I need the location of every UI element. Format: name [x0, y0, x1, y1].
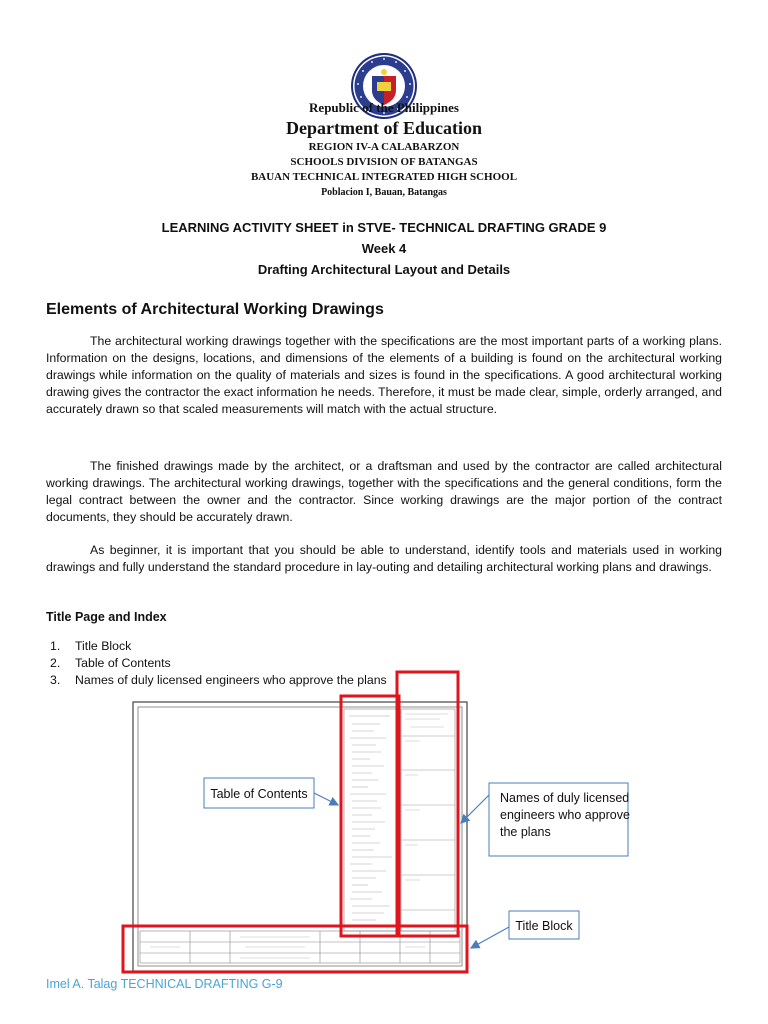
subheading: Title Page and Index	[46, 610, 167, 624]
engineers-callout-line: Names of duly licensed	[500, 791, 630, 805]
topic-title: Drafting Architectural Layout and Details	[257, 262, 511, 277]
paragraph: The architectural working drawings together with the specifications are the most important parts of a working plans. Information on the designs, locations, and dimensions of the elements of a building is found on the architectural working drawings while information on the quality of materials and sizes is found in the specifications. A good architectural working drawing gives the contractor the exact information he needs. Therefore, it must be made clear, simple, orderly arranged, and accurately drawn so that scaled measurements will match with the actual structure.	[46, 334, 722, 416]
engineers-callout	[461, 783, 630, 856]
paragraph: The finished drawings made by the architect, or a draftsman and used by the contractor are called architectural working drawings. The architectural working drawings, together with the specifications and the general conditions, form the legal contract between the owner and the contractor. Since working drawings are the major portion of the contract documents, they should be accurately drawn.	[46, 459, 722, 524]
engineers-callout-line: the plans	[500, 825, 551, 839]
week-title: Week 4	[361, 241, 407, 256]
list-number: 3.	[50, 673, 61, 687]
division-heading: SCHOOLS DIVISION OF BATANGAS	[290, 156, 478, 168]
address-heading: Poblacion I, Bauan, Batangas	[321, 187, 447, 198]
drawing-sheet	[133, 702, 467, 971]
activity-sheet-title: LEARNING ACTIVITY SHEET in STVE- TECHNICAL DRAFTING GRADE 9	[161, 220, 607, 235]
footer-credit: Imel A. Talag TECHNICAL DRAFTING G-9	[46, 977, 283, 991]
engineers-callout-line: engineers who approve	[500, 808, 630, 822]
list-number: 2.	[50, 656, 61, 670]
list-text: Title Block	[75, 639, 132, 653]
region-heading: REGION IV-A CALABARZON	[308, 141, 460, 153]
toc-callout-label: Table of Contents	[210, 787, 308, 801]
school-heading: BAUAN TECHNICAL INTEGRATED HIGH SCHOOL	[250, 171, 518, 183]
list-number: 1.	[50, 639, 61, 653]
republic-heading: Republic of the Philippines	[309, 100, 459, 115]
paragraph: As beginner, it is important that you should be able to understand, identify tools and materials used in working drawings and fully understand the standard procedure in lay-outing and detailing architectural working plans and drawings.	[46, 543, 722, 574]
list-text: Table of Contents	[75, 656, 171, 670]
department-heading: Department of Education	[286, 118, 482, 138]
list-text: Names of duly licensed engineers who approve the plans	[75, 673, 387, 687]
title-block-callout-label: Title Block	[515, 919, 573, 933]
section-heading: Elements of Architectural Working Drawings	[46, 301, 384, 318]
title-block-callout	[471, 911, 579, 948]
